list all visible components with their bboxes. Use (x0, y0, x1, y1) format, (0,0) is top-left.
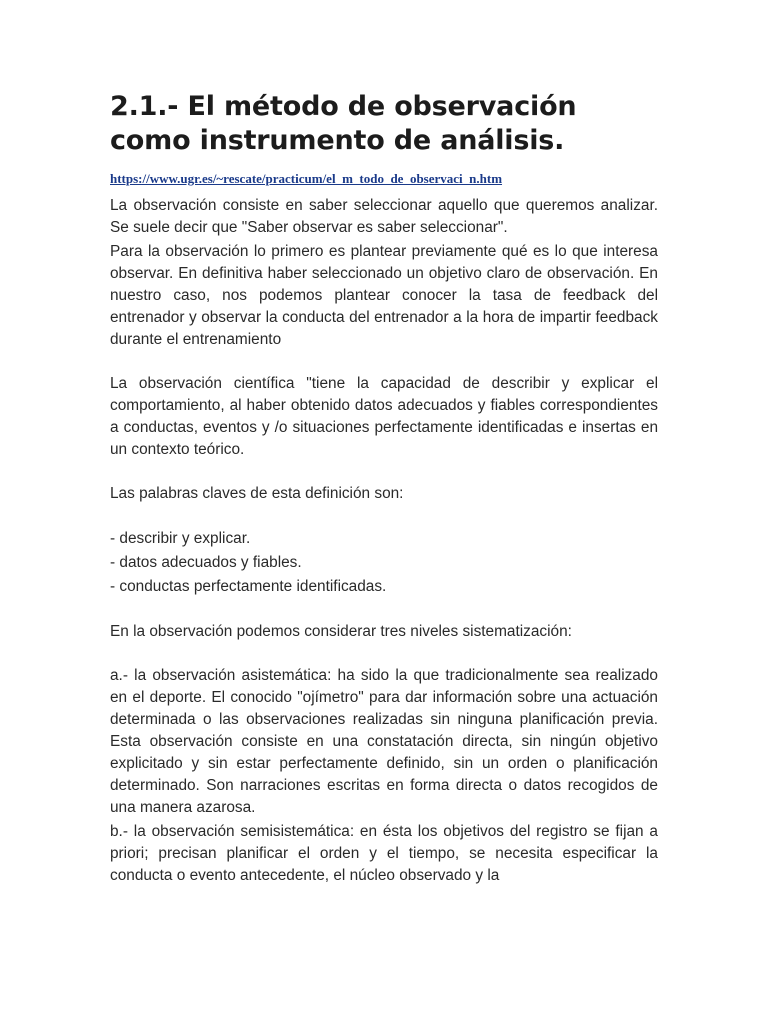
paragraph-objective: Para la observación lo primero es plantear previamente qué es lo que interesa observar. En definitiva haber seleccionado un objetivo claro de observación. En nuestro caso, nos podemos plantear conocer la tasa de feedback del entrenador y observar la conducta del entrenador a la hora de impartir feedback durante el entrenamiento (110, 243, 658, 348)
list-item: - datos adecuados y fiables. (110, 554, 302, 571)
list-item: - describir y explicar. (110, 530, 251, 547)
source-link[interactable]: https://www.ugr.es/~rescate/practicum/el_m_todo_de_observaci_n.htm (110, 171, 503, 186)
paragraph-level-a: a.- la observación asistemática: ha sido la que tradicionalmente sea realizado en el deporte. El conocido "ojímetro" para dar información sobre una actuación determinada o las observaciones realizadas sin ninguna planificación previa. Esta observación consiste en una constatación directa, sin ningún objetivo explicitado y sin estar perfectamente definido, sin un orden o planificación determinado. Son narraciones escritas en forma directa o datos recogidos de una manera azarosa. (110, 667, 658, 816)
document-page (110, 90, 658, 887)
paragraph-level-b: b.- la observación semisistemática: en ésta los objetivos del registro se fijan a priori; precisan planificar el orden y el tiempo, se necesita especificar la conducta o evento antecedente, el núcleo observado y la (110, 823, 658, 884)
paragraph-keywords-heading: Las palabras claves de esta definición son: (110, 485, 404, 502)
document-title: 2.1.- El método de observación como instrumento de análisis. (110, 91, 577, 156)
paragraph-intro: La observación consiste en saber seleccionar aquello que queremos analizar. Se suele decir que "Saber observar es saber seleccionar". (110, 197, 658, 236)
list-item: - conductas perfectamente identificadas. (110, 578, 387, 595)
paragraph-scientific-observation: La observación científica "tiene la capacidad de describir y explicar el comportamiento, al haber obtenido datos adecuados y fiables correspondientes a conductas, eventos y /o situaciones perfectamente identificadas e insertas en un contexto teórico. (110, 375, 658, 458)
paragraph-levels-intro: En la observación podemos considerar tres niveles sistematización: (110, 623, 572, 640)
keywords-list (110, 527, 658, 599)
